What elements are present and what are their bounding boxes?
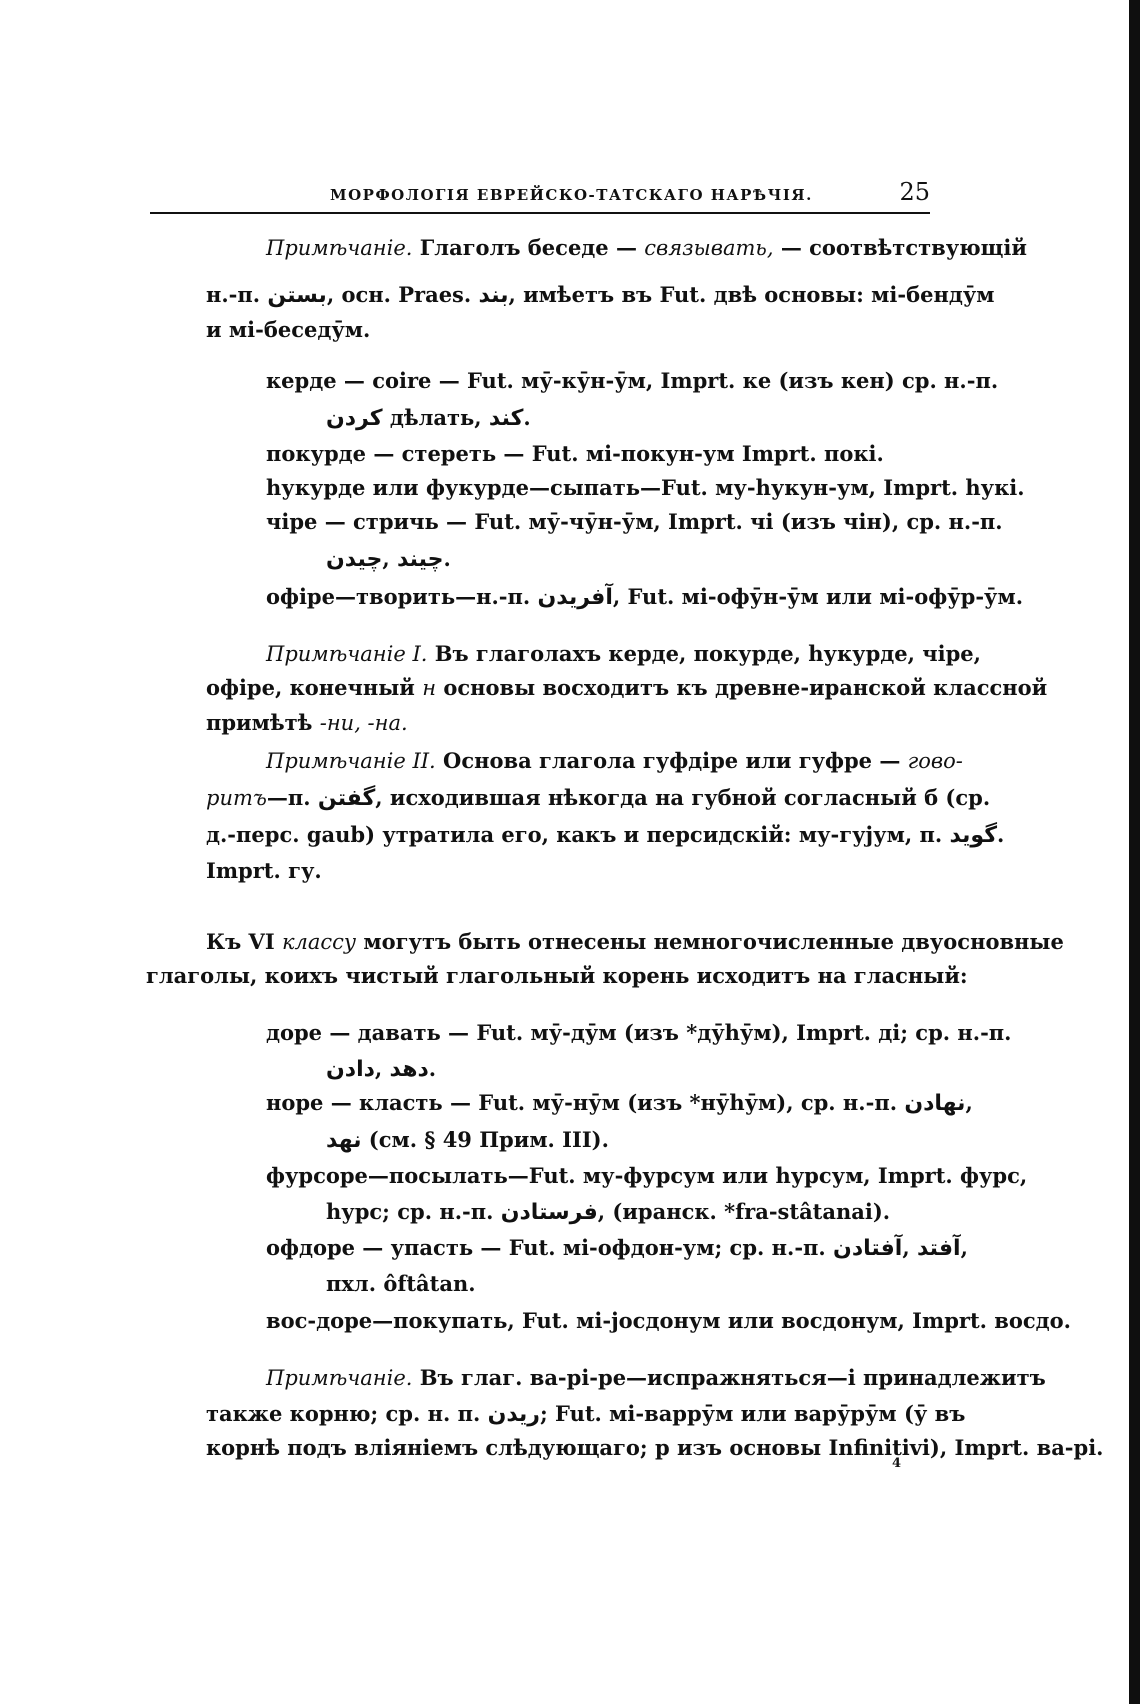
verb-chire-line2: چيدن, چيند. (326, 546, 451, 572)
verb-nore-line2: نهد (см. § 49 Прим. III). (326, 1127, 609, 1153)
note3-line1: Примѣчаніе. Въ глаг. ва-рі-ре—испражняться—і принадлежитъ (266, 1365, 1046, 1390)
verb-fursore-line2: һурс; ср. н.-п. فرستادن, (иранск. *fra-stâtanai). (326, 1199, 891, 1225)
verb-dore-line2: دادن, دهد. (326, 1056, 437, 1082)
noteII-line3: д.-перс. gaub) утратила его, какъ и персидскій: му-гујум, п. گويد. (206, 822, 1005, 848)
note1-line1: Примѣчаніе. Глаголъ беседе — связывать, — соотвѣтствующій (266, 235, 1027, 260)
note3-line2: также корню; ср. н. п. ريدن; Fut. мі-варрӯм или варӯрӯм (ӯ въ (206, 1401, 966, 1427)
verb-ofire: офіре—творить—н.-п. آفريدن, Fut. мі-офӯн-ӯм или мі-офӯр-ӯм. (266, 584, 1024, 610)
noteI-line1: Примѣчаніе I. Въ глаголахъ керде, покурде, һукурде, чіре, (266, 641, 981, 666)
note3-line3: корнѣ подъ вліяніемъ слѣдующаго; р изъ основы Infinitivi), Imprt. ва-рі. (206, 1435, 1104, 1460)
note1-line2: н.-п. بستن, осн. Praes. بند, имѣетъ въ Fut. двѣ основы: мі-бендӯм (206, 282, 995, 308)
verb-kerde-line1: керде — coire — Fut. мӯ-кӯн-ӯм, Imprt. ке (изъ кен) ср. н.-п. (266, 368, 999, 393)
verb-nore-line1: норе — класть — Fut. мӯ-нӯм (изъ *нӯһӯм), ср. н.-п. نهادن, (266, 1090, 973, 1116)
verb-kerde-line2: كردن дѣлать, كند. (326, 405, 531, 431)
page-number: 25 (899, 178, 930, 206)
classVI-line2: глаголы, коихъ чистый глагольный корень исходитъ на гласный: (146, 963, 968, 988)
header-title: МОРФОЛОГІЯ ЕВРЕЙСКО-ТАТСКАГО НАРѢЧІЯ. (330, 186, 813, 204)
classVI-line1: Къ VI классу могутъ быть отнесены немногочисленные двуосновные (206, 929, 1064, 954)
noteII-line4: Imprt. гу. (206, 858, 322, 883)
verb-hukurde: һукурде или фукурде—сыпать—Fut. му-һукун-ум, Imprt. һукі. (266, 475, 1025, 500)
verb-pokurde: покурде — стереть — Fut. мі-покун-ум Imprt. покі. (266, 441, 884, 466)
verb-dore-line1: доре — давать — Fut. мӯ-дӯм (изъ *дӯһӯм), Imprt. ді; ср. н.-п. (266, 1020, 1012, 1045)
verb-fursore-line1: фурсоре—посылать—Fut. му-фурсум или һурсум, Imprt. фурс, (266, 1163, 1028, 1188)
verb-ofdore-line1: офдоре — упасть — Fut. мі-офдон-ум; ср. н.-п. آفتادن, آفتد, (266, 1235, 968, 1261)
noteI-line2: офіре, конечный н основы восходитъ къ древне-иранской классной (206, 675, 1048, 700)
noteI-line3: примѣтѣ -ни, -на. (206, 710, 408, 735)
noteII-line1: Примѣчаніе II. Основа глагола гуфдіре или гуфре — гово- (266, 748, 963, 773)
verb-vosdore: вос-доре—покупать, Fut. мі-јосдонум или восдонум, Imprt. восдо. (266, 1308, 1071, 1333)
header-rule (150, 212, 930, 214)
verb-chire-line1: чіре — стричь — Fut. мӯ-чӯн-ӯм, Imprt. чі (изъ чін), ср. н.-п. (266, 509, 1003, 534)
verb-ofdore-line2: пхл. ôftâtan. (326, 1271, 476, 1296)
note1-line3: и мі-беседӯм. (206, 317, 371, 342)
signature-mark: 4 (892, 1456, 902, 1471)
page-edge (1129, 0, 1140, 1704)
noteII-line2: ритъ—п. گفتن, исходившая нѣкогда на губной согласный б (ср. (206, 785, 991, 811)
running-header (140, 180, 930, 210)
